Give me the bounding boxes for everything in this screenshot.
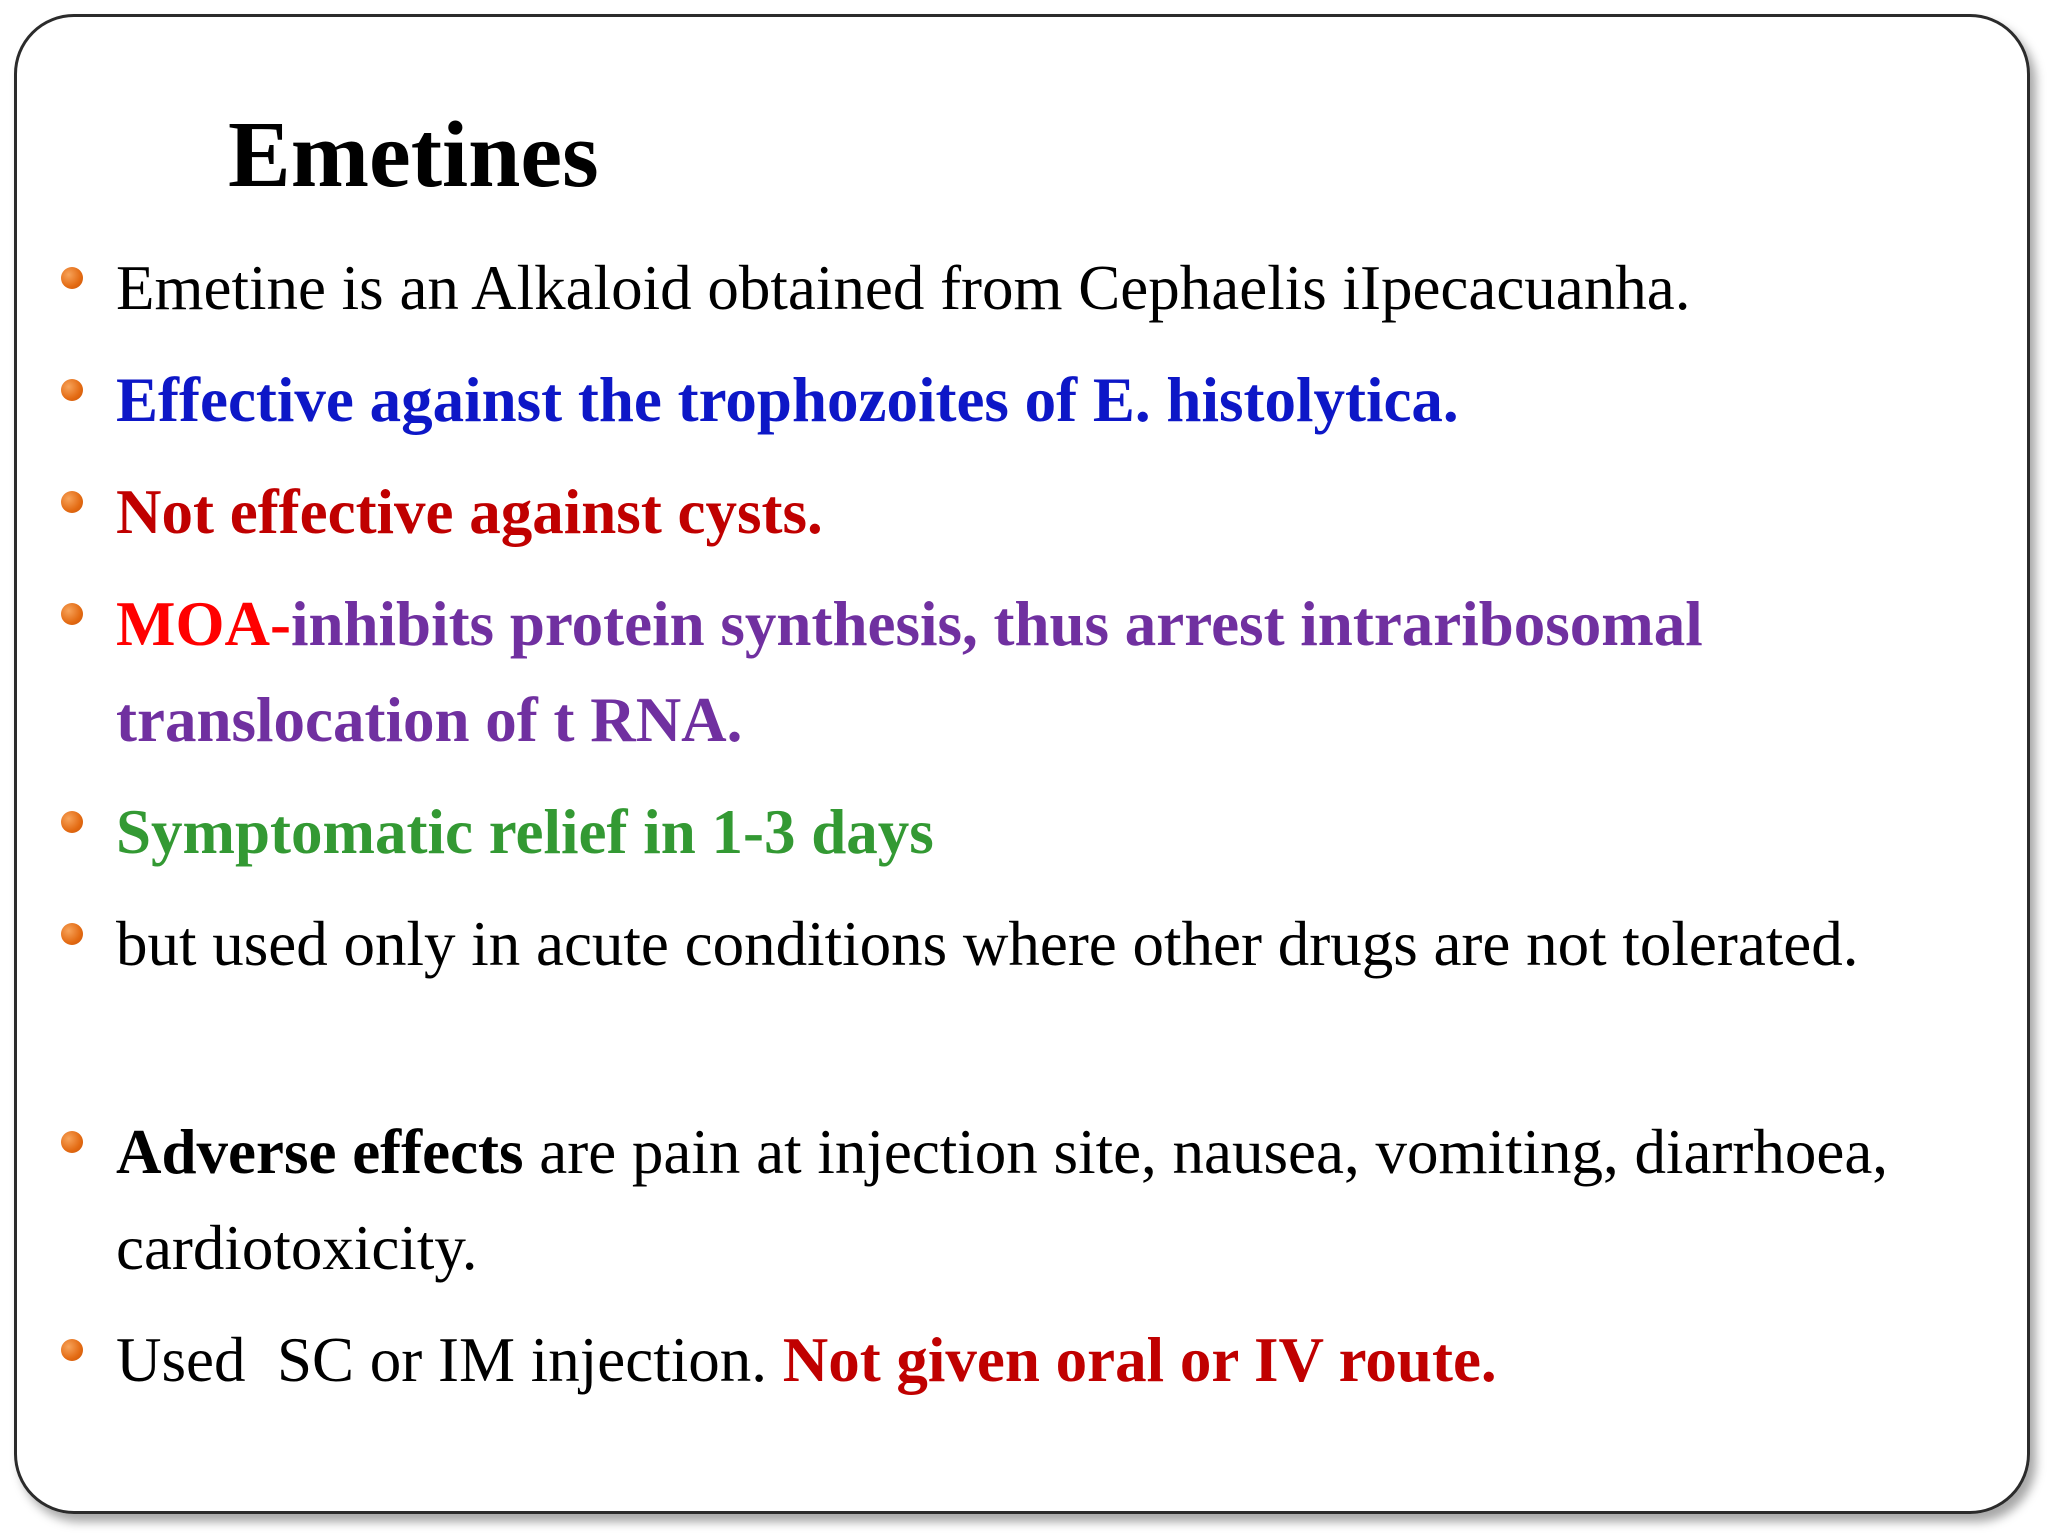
bullet-body: inhibits protein synthesis, thus arrest intraribosomal translocation of t RNA.	[116, 589, 1703, 755]
slide-title: Emetines	[228, 103, 599, 207]
bullet-text	[116, 1104, 1896, 1296]
bullet-dot-icon	[61, 811, 83, 833]
bullet-dot-icon	[61, 379, 83, 401]
bullet-lead: Adverse effects	[116, 1117, 524, 1187]
bullet-text: Effective against the trophozoites of E. histolytica.	[116, 365, 1459, 435]
bullet-text: but used only in acute conditions where other drugs are not tolerated.	[116, 909, 1859, 979]
bullet-text: Emetine is an Alkaloid obtained from Cephaelis iIpecacuanha.	[116, 253, 1691, 323]
bullet-dot-icon	[61, 1339, 83, 1361]
bullet-dot-icon	[61, 603, 83, 625]
bullet-text: Symptomatic relief in 1-3 days	[116, 797, 934, 867]
bullet-dot-icon	[61, 923, 83, 945]
bullet-lead: MOA-	[116, 589, 291, 659]
bullet-dot-icon	[61, 491, 83, 513]
bullet-body: Used SC or IM injection.	[116, 1325, 783, 1395]
bullet-text	[116, 576, 1896, 768]
bullet-tail: Not given oral or IV route.	[782, 1325, 1497, 1395]
bullet-dot-icon	[61, 1131, 83, 1153]
bullet-body: are pain at injection site, nausea, vomiting, diarrhoea, cardiotoxicity.	[116, 1117, 1889, 1283]
bullet-dot-icon	[61, 267, 83, 289]
bullet-text: Not effective against cysts.	[116, 477, 823, 547]
bullet-text	[116, 1312, 1896, 1408]
